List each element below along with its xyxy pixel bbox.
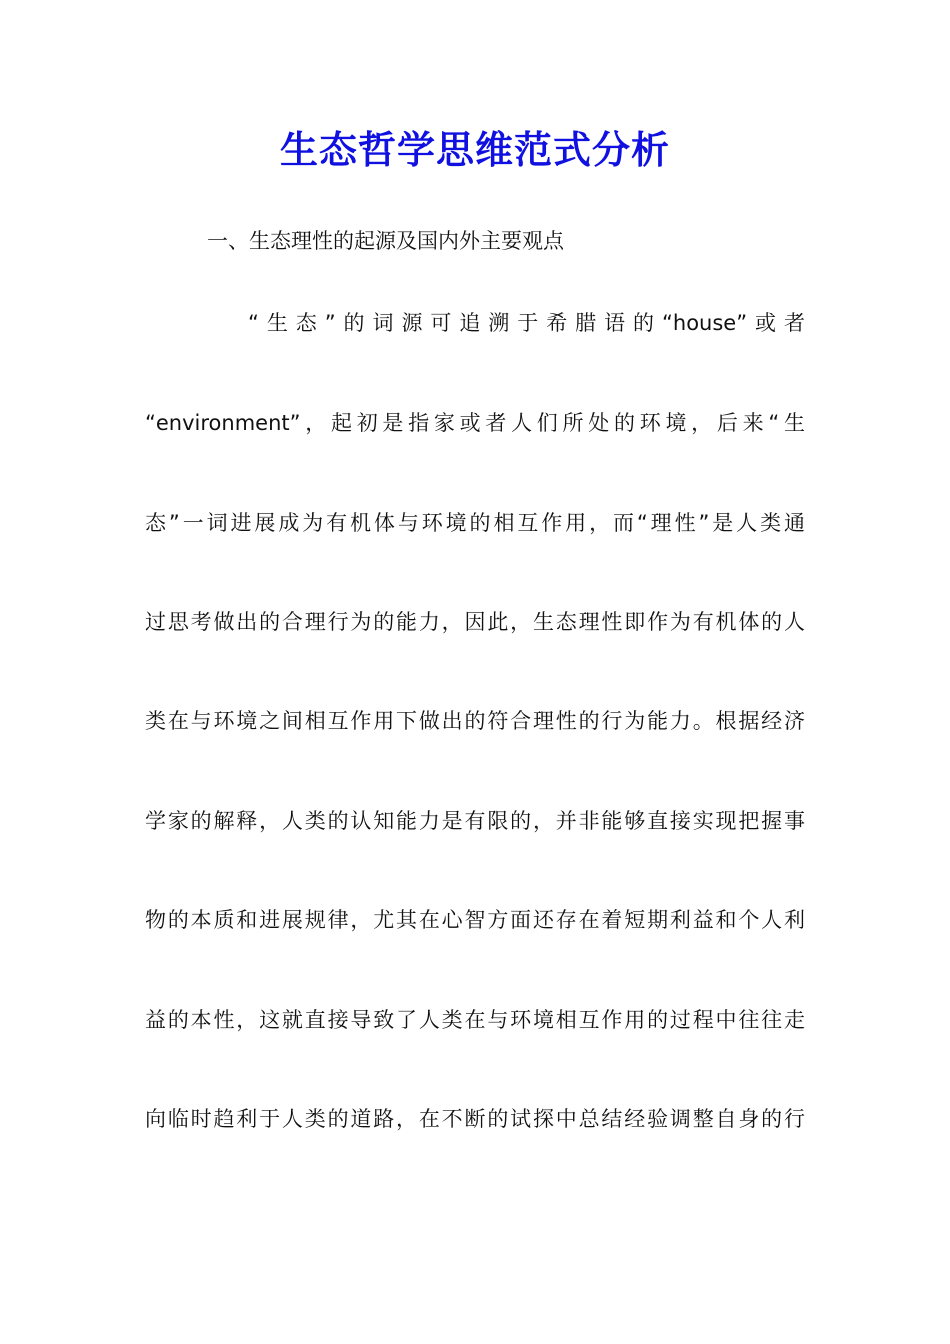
paragraph-line: 向临时趋利于人类的道路，在不断的试探中总结经验调整自身的行	[145, 1107, 805, 1131]
paragraph-line: 类在与环境之间相互作用下做出的符合理性的行为能力。根据经济	[145, 709, 805, 733]
paragraph-line: 物的本质和进展规律，尤其在心智方面还存在着短期利益和个人利	[145, 908, 805, 932]
paragraph-line: “生态”的词源可追溯于希腊语的“house”或者	[248, 311, 805, 335]
section-heading: 一、生态理性的起源及国内外主要观点	[207, 229, 564, 253]
paragraph-line: 态”一词进展成为有机体与环境的相互作用，而“理性”是人类通	[145, 511, 805, 535]
document-title: 生态哲学思维范式分析	[279, 127, 670, 172]
paragraph-line: 益的本性，这就直接导致了人类在与环境相互作用的过程中往往走	[145, 1008, 805, 1032]
paragraph-line: 过思考做出的合理行为的能力，因此，生态理性即作为有机体的人	[145, 610, 805, 634]
paragraph-line: 学家的解释，人类的认知能力是有限的，并非能够直接实现把握事	[145, 809, 805, 833]
paragraph-line: “environment”，起初是指家或者人们所处的环境，后来“生	[145, 411, 805, 435]
